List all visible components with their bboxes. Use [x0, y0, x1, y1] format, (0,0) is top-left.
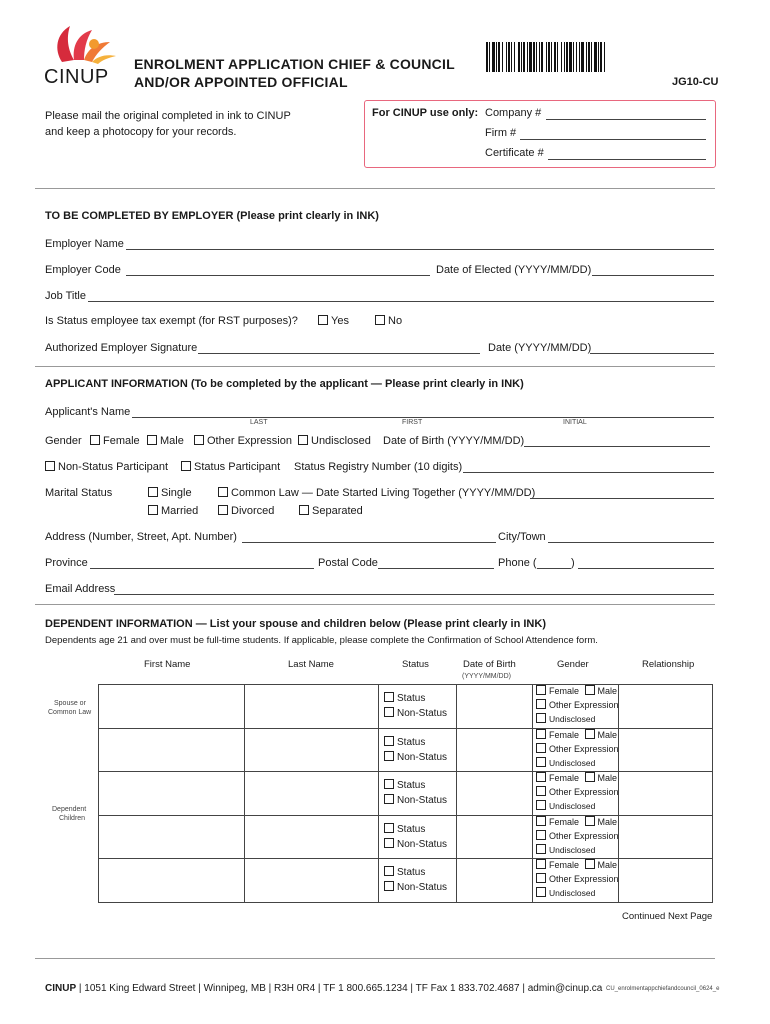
dep-dob-cell[interactable]	[456, 815, 533, 860]
city-field[interactable]	[548, 542, 714, 543]
checkbox-icon[interactable]	[318, 315, 328, 325]
dep-status-option[interactable]	[384, 823, 425, 835]
employer-heading: TO BE COMPLETED BY EMPLOYER (Please print clearly in INK)	[45, 210, 379, 222]
dob-label: Date of Birth (YYYY/MM/DD)	[383, 435, 525, 447]
col-dob: Date of Birth	[463, 659, 516, 670]
dep-gender-female-male[interactable]	[536, 772, 617, 783]
dep-undisclosed-label: Undisclosed	[549, 844, 596, 855]
checkbox-icon[interactable]	[181, 461, 191, 471]
address-field[interactable]	[242, 542, 496, 543]
office-use-label: For CINUP use only:	[372, 107, 479, 119]
dep-gender-undisclosed[interactable]	[536, 713, 595, 724]
checkbox-icon[interactable]	[536, 816, 546, 826]
checkbox-icon[interactable]	[384, 779, 394, 789]
dep-female-label: Female	[549, 860, 580, 870]
dep-non-status-label: Non-Status	[397, 751, 448, 763]
dep-non-status-option[interactable]	[384, 881, 447, 893]
col-gender: Gender	[557, 659, 589, 670]
employer-name-label: Employer Name	[45, 238, 124, 250]
common-law-label: Common Law — Date Started Living Together (YYYY/MM/DD)	[231, 487, 536, 499]
dep-undisclosed-label: Undisclosed	[549, 757, 596, 768]
checkbox-icon[interactable]	[536, 887, 546, 897]
dep-gender-female-male[interactable]	[536, 729, 617, 740]
checkbox-icon[interactable]	[90, 435, 100, 445]
dep-last-name-cell[interactable]	[244, 728, 379, 773]
checkbox-icon[interactable]	[218, 487, 228, 497]
dep-first-name-cell[interactable]	[98, 728, 245, 773]
checkbox-icon[interactable]	[384, 751, 394, 761]
checkbox-icon[interactable]	[536, 873, 546, 883]
logo-text: CINUP	[44, 66, 109, 88]
dep-male-label: Male	[597, 773, 618, 783]
dep-male-label: Male	[597, 729, 618, 740]
phone-field[interactable]	[578, 568, 714, 569]
col-first-name: First Name	[144, 659, 191, 670]
applicant-heading: APPLICANT INFORMATION (To be completed by the applicant — Please print clearly in INK)	[45, 378, 524, 390]
checkbox-icon[interactable]	[536, 743, 546, 753]
dep-gender-other[interactable]	[536, 743, 619, 754]
job-title-field[interactable]	[88, 301, 714, 302]
checkbox-icon[interactable]	[384, 866, 394, 876]
dob-field[interactable]	[524, 446, 710, 447]
dep-dob-cell[interactable]	[456, 728, 533, 773]
divider-footer	[35, 958, 715, 959]
dep-gender-other[interactable]	[536, 786, 619, 797]
employer-code-field[interactable]	[126, 275, 430, 276]
dep-gender-undisclosed[interactable]	[536, 757, 595, 768]
dependent-heading: DEPENDENT INFORMATION — List your spouse and children below (Please print clearly in INK)	[45, 618, 546, 630]
intro-line-1: Please mail the original completed in ink to CINUP	[45, 110, 291, 122]
form-code: JG10-CU	[672, 76, 719, 88]
separated-label: Separated	[312, 505, 363, 517]
checkbox-icon[interactable]	[384, 838, 394, 848]
dep-gender-other[interactable]	[536, 873, 619, 884]
divorced-label: Divorced	[231, 505, 275, 517]
dep-status-label: Status	[397, 823, 426, 835]
yes-label: Yes	[331, 315, 349, 327]
email-label: Email Address	[45, 583, 116, 595]
marital-label: Marital Status	[45, 487, 113, 499]
phone-label: Phone (	[498, 557, 537, 569]
checkbox-icon[interactable]	[384, 881, 394, 891]
dep-status-label: Status	[397, 780, 426, 791]
dep-dob-cell[interactable]	[456, 771, 533, 816]
gender-undisclosed[interactable]	[298, 435, 371, 447]
checkbox-icon[interactable]	[218, 505, 228, 515]
dep-undisclosed-label: Undisclosed	[549, 888, 596, 898]
children-label-1: Dependent	[52, 806, 87, 813]
dep-status-option[interactable]	[384, 736, 425, 748]
gender-label: Gender	[45, 435, 82, 447]
non-status-option[interactable]	[45, 461, 168, 473]
col-dob-format: (YYYY/MM/DD)	[462, 673, 511, 680]
address-label: Address (Number, Street, Apt. Number)	[45, 531, 237, 543]
cinup-logo	[44, 22, 124, 94]
col-status: Status	[402, 659, 429, 670]
form-title	[134, 55, 455, 91]
checkbox-icon[interactable]	[536, 713, 546, 723]
dep-female-label: Female	[549, 729, 580, 740]
dep-relationship-cell[interactable]	[618, 858, 713, 903]
marital-separated[interactable]	[299, 505, 363, 517]
dep-relationship-cell[interactable]	[618, 815, 713, 860]
checkbox-icon[interactable]	[299, 505, 309, 515]
gender-female[interactable]	[90, 435, 140, 447]
dep-female-label: Female	[549, 773, 580, 783]
dep-gender-undisclosed[interactable]	[536, 800, 595, 811]
single-label: Single	[161, 487, 192, 499]
firm-label: Firm #	[485, 127, 517, 139]
applicant-name-label: Applicant's Name	[45, 406, 131, 418]
province-field[interactable]	[90, 568, 314, 569]
dep-female-label: Female	[549, 816, 580, 827]
dep-gender-other[interactable]	[536, 699, 619, 710]
dep-status-label: Status	[397, 693, 426, 704]
checkbox-icon[interactable]	[536, 830, 546, 840]
date-elected-label: Date of Elected (YYYY/MM/DD)	[436, 264, 592, 276]
dep-status-option[interactable]	[384, 692, 425, 704]
registry-label: Status Registry Number (10 digits)	[294, 461, 463, 473]
dep-undisclosed-label: Undisclosed	[549, 801, 596, 811]
checkbox-icon[interactable]	[384, 707, 394, 717]
dep-dob-cell[interactable]	[456, 858, 533, 903]
dep-status-label: Status	[397, 867, 426, 878]
checkbox-icon[interactable]	[384, 794, 394, 804]
phone-close: )	[571, 557, 575, 569]
dep-non-status-label: Non-Status	[397, 882, 448, 893]
dep-row-label-column	[44, 684, 99, 903]
dep-gender-female-male[interactable]	[536, 685, 617, 696]
dep-male-label: Male	[597, 860, 618, 870]
gender-male[interactable]	[147, 435, 184, 447]
certificate-field[interactable]	[548, 159, 706, 160]
tax-exempt-yes[interactable]	[318, 315, 349, 327]
checkbox-icon[interactable]	[384, 692, 394, 702]
dep-last-name-cell[interactable]	[244, 815, 379, 860]
other-expression-label: Other Expression	[207, 435, 292, 447]
gender-other[interactable]	[194, 435, 292, 447]
footer-code: CU_enrolmentappchiefandcouncil_0624_e	[606, 986, 720, 992]
checkbox-icon[interactable]	[384, 823, 394, 833]
checkbox-icon[interactable]	[536, 859, 546, 869]
barcode	[486, 42, 712, 72]
dep-gender-undisclosed[interactable]	[536, 844, 595, 855]
dep-non-status-label: Non-Status	[397, 838, 448, 850]
col-last-name: Last Name	[288, 659, 334, 670]
last-hint: LAST	[250, 419, 268, 426]
no-label: No	[388, 315, 403, 327]
barcode-bar	[605, 42, 608, 72]
common-law-date-field[interactable]	[530, 498, 714, 499]
dep-non-status-option[interactable]	[384, 838, 447, 850]
checkbox-icon[interactable]	[194, 435, 204, 445]
checkbox-icon[interactable]	[585, 859, 595, 869]
company-field[interactable]	[546, 119, 706, 120]
phone-area-field[interactable]	[537, 568, 571, 569]
marital-common-law[interactable]	[218, 487, 535, 499]
checkbox-icon[interactable]	[536, 699, 546, 709]
checkbox-icon[interactable]	[536, 800, 546, 810]
checkbox-icon[interactable]	[536, 786, 546, 796]
dep-status-label: Status	[397, 736, 426, 748]
dep-other-label: Other Expression	[549, 743, 619, 754]
checkbox-icon[interactable]	[585, 816, 595, 826]
intro-line-2: and keep a photocopy for your records.	[45, 126, 237, 138]
dep-relationship-cell[interactable]	[618, 684, 713, 729]
dep-gender-female-male[interactable]	[536, 859, 617, 870]
marital-divorced[interactable]	[218, 505, 274, 517]
signature-label: Authorized Employer Signature	[45, 342, 198, 354]
dep-relationship-cell[interactable]	[618, 771, 713, 816]
dep-dob-cell[interactable]	[456, 684, 533, 729]
checkbox-icon[interactable]	[298, 435, 308, 445]
checkbox-icon[interactable]	[375, 315, 385, 325]
dep-non-status-option[interactable]	[384, 794, 447, 806]
checkbox-icon[interactable]	[536, 844, 546, 854]
continued-next-page: Continued Next Page	[622, 911, 713, 922]
firm-field[interactable]	[520, 139, 706, 140]
checkbox-icon[interactable]	[148, 505, 158, 515]
dep-non-status-label: Non-Status	[397, 795, 448, 806]
title-line-1: ENROLMENT APPLICATION CHIEF & COUNCIL	[134, 56, 455, 72]
dep-last-name-cell[interactable]	[244, 684, 379, 729]
undisclosed-label: Undisclosed	[311, 435, 371, 447]
dep-other-label: Other Expression	[549, 874, 619, 884]
checkbox-icon[interactable]	[536, 757, 546, 767]
dep-non-status-label: Non-Status	[397, 708, 448, 719]
spouse-label-1: Spouse or	[54, 700, 86, 707]
dep-other-label: Other Expression	[549, 787, 619, 797]
checkbox-icon[interactable]	[147, 435, 157, 445]
dep-non-status-option[interactable]	[384, 707, 447, 719]
employer-name-field[interactable]	[126, 249, 714, 250]
footer-contact	[45, 983, 602, 994]
dep-first-name-cell[interactable]	[98, 684, 245, 729]
email-field[interactable]	[114, 594, 714, 595]
checkbox-icon[interactable]	[585, 685, 595, 695]
first-hint: FIRST	[402, 419, 423, 426]
tax-exempt-no[interactable]	[375, 315, 402, 327]
dep-first-name-cell[interactable]	[98, 858, 245, 903]
spouse-label-2: Common Law	[48, 709, 92, 716]
job-title-label: Job Title	[45, 290, 86, 302]
female-label: Female	[103, 435, 140, 447]
checkbox-icon[interactable]	[536, 685, 546, 695]
marital-married[interactable]	[148, 505, 198, 517]
divider-top	[35, 188, 715, 189]
status-option[interactable]	[181, 461, 280, 473]
footer-brand: CINUP	[45, 983, 77, 994]
status-label: Status Participant	[194, 461, 281, 473]
company-label: Company #	[485, 107, 542, 119]
checkbox-icon[interactable]	[536, 772, 546, 782]
date-elected-field[interactable]	[592, 275, 714, 276]
tax-exempt-label: Is Status employee tax exempt (for RST purposes)?	[45, 315, 298, 327]
dep-non-status-option[interactable]	[384, 751, 447, 763]
dep-last-name-cell[interactable]	[244, 771, 379, 816]
city-label: City/Town	[498, 531, 546, 543]
dep-gender-undisclosed[interactable]	[536, 887, 595, 898]
male-label: Male	[160, 435, 184, 447]
employer-date-field[interactable]	[590, 353, 714, 354]
postal-field[interactable]	[378, 568, 494, 569]
dep-gender-other[interactable]	[536, 830, 619, 841]
dep-status-option[interactable]	[384, 779, 425, 791]
dep-undisclosed-label: Undisclosed	[549, 714, 596, 724]
col-relationship: Relationship	[642, 659, 695, 670]
divider-applicant	[35, 604, 715, 605]
marital-single[interactable]	[148, 487, 192, 499]
divider-employer	[35, 366, 715, 367]
applicant-name-field[interactable]	[132, 417, 714, 418]
employer-code-label: Employer Code	[45, 264, 121, 276]
certificate-label: Certificate #	[485, 147, 544, 159]
initial-hint: INITIAL	[563, 419, 587, 426]
married-label: Married	[161, 505, 199, 517]
dep-male-label: Male	[597, 686, 618, 696]
non-status-label: Non-Status Participant	[58, 461, 169, 473]
children-label-2: Children	[59, 815, 86, 822]
dep-male-label: Male	[597, 816, 618, 827]
dep-first-name-cell[interactable]	[98, 815, 245, 860]
checkbox-icon[interactable]	[384, 736, 394, 746]
dep-gender-female-male[interactable]	[536, 816, 617, 827]
dep-other-label: Other Expression	[549, 700, 619, 710]
logo-mark-icon	[44, 22, 124, 70]
employer-date-label: Date (YYYY/MM/DD)	[488, 342, 592, 354]
dep-relationship-cell[interactable]	[618, 728, 713, 773]
checkbox-icon[interactable]	[148, 487, 158, 497]
footer-address: | 1051 King Edward Street | Winnipeg, MB | R3H 0R4 | TF 1 800.665.1234 | TF Fax 1 833.702.4687 | admin@cinup.ca	[76, 983, 603, 994]
checkbox-icon[interactable]	[536, 729, 546, 739]
title-line-2: AND/OR APPOINTED OFFICIAL	[134, 74, 348, 90]
dep-last-name-cell[interactable]	[244, 858, 379, 903]
checkbox-icon[interactable]	[585, 729, 595, 739]
checkbox-icon[interactable]	[585, 772, 595, 782]
registry-field[interactable]	[463, 472, 714, 473]
dep-other-label: Other Expression	[549, 830, 619, 841]
checkbox-icon[interactable]	[45, 461, 55, 471]
dep-first-name-cell[interactable]	[98, 771, 245, 816]
province-label: Province	[45, 557, 88, 569]
dep-status-option[interactable]	[384, 866, 425, 878]
dep-female-label: Female	[549, 686, 580, 696]
signature-field[interactable]	[198, 353, 480, 354]
postal-label: Postal Code	[318, 557, 378, 569]
dependent-note: Dependents age 21 and over must be full-time students. If applicable, please complete the Confirmation of School Attendence form.	[45, 635, 598, 646]
